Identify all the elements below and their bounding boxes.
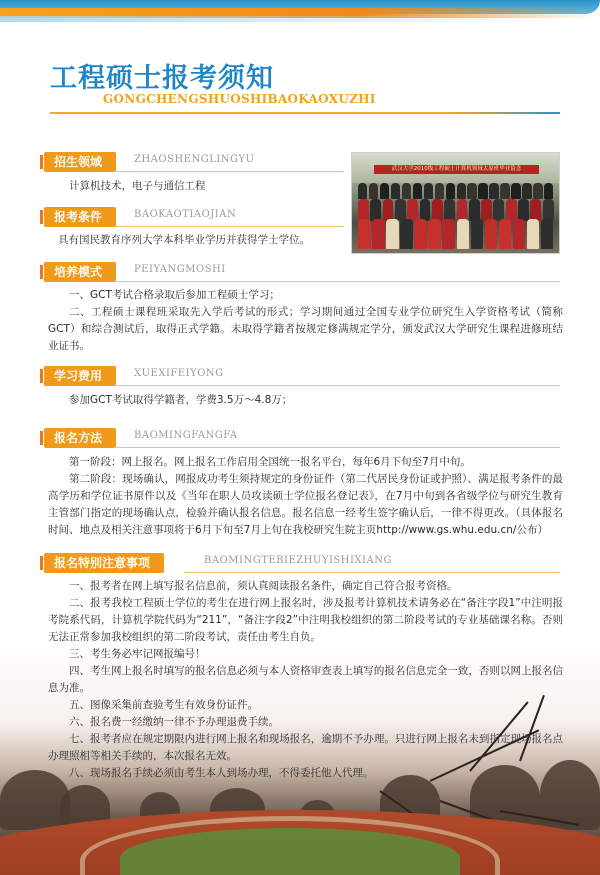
photo-people-front: [358, 219, 555, 249]
top-stripe-light: [0, 16, 560, 22]
photo-people-back: [358, 183, 555, 199]
section-title: 报考条件: [44, 207, 116, 227]
photo-person: [358, 219, 371, 249]
note-item: 三、考生务必牢记网报编号！: [69, 648, 206, 660]
photo-person: [402, 183, 411, 199]
section-body-field: [48, 178, 338, 195]
page-title: 工程硕士报考须知: [50, 63, 274, 94]
photo-person: [424, 183, 433, 199]
section-pinyin: BAOKAOTIAOJIAN: [134, 209, 237, 220]
section-header-fee: [44, 366, 560, 386]
section-header-field: [44, 152, 344, 172]
photo-banner: 武汉大学2010级工程硕士计算机领域太原班毕业留念: [374, 165, 539, 174]
section-rule: [184, 572, 560, 573]
photo-person: [369, 183, 378, 199]
paragraph: 第二阶段：现场确认，网报成功考生须持规定的身份证件（第二代居民身份证或护照）、满足报考条件的最高学历和学位证书原件以及《当年在职人员攻读硕士学位报名登记表》，在7月中旬到各省级学位与研究生教育主管部门指定的现场确认点，检验并确认报名信息。报名信息一经考生签字确认后，一律不得更改。（具体报名时间、地点及相关注意事项将于6月下旬至7月上旬在我校研究生院主页http://www.gs.whu.edu.cn/公布）: [48, 473, 563, 536]
photo-person: [471, 219, 484, 249]
note-item: 五、图像采集前查验考生有效身份证件。: [69, 699, 258, 711]
section-pinyin: PEIYANGMOSHI: [134, 264, 226, 275]
photo-person: [506, 199, 517, 221]
section-pinyin: XUEXIFEIYONG: [134, 368, 224, 379]
photo-person: [467, 183, 476, 199]
photo-person: [522, 183, 531, 199]
photo-person: [485, 219, 498, 249]
photo-person: [478, 183, 487, 199]
section-title: 报名方法: [44, 428, 116, 448]
photo-person: [457, 183, 466, 199]
photo-person: [414, 219, 427, 249]
paragraph: 二、工程硕士课程班采取先入学后考试的形式；学习期间通过全国专业学位研究生入学资格考试（简称GCT）和综合测试后，取得正式学籍。未取得学籍者按规定修满规定学分，颁发武汉大学研究生课程进修班结业证书。: [48, 306, 563, 352]
paragraph: 第一阶段：网上报名。网上报名工作启用全国统一报名平台，每年6月下旬至7月中旬。: [69, 456, 471, 468]
section-body-conditions: [48, 232, 348, 249]
section-header-method: [44, 428, 560, 448]
photo-person: [391, 183, 400, 199]
photo-person: [511, 183, 520, 199]
top-decoration: [0, 0, 600, 40]
photo-person: [380, 183, 389, 199]
section-title: 学习费用: [44, 366, 116, 386]
photo-person: [358, 183, 367, 199]
section-rule: [114, 171, 344, 172]
photo-person: [457, 199, 468, 221]
section-header-notes: [44, 553, 560, 573]
photo-person: [446, 183, 455, 199]
note-item: 七、报考者应在规定期限内进行网上报名和现场报名，逾期不予办理。只进行网上报名未到指定现场报名点办理照相等相关手续的，本次报名无效。: [48, 733, 563, 762]
photo-person: [469, 199, 480, 221]
photo-person: [386, 219, 399, 249]
section-pinyin: BAOMINGTEBIEZHUYISHIXIANG: [204, 555, 392, 566]
photo-person: [513, 219, 526, 249]
note-item: 二、报考我校工程硕士学位的考生在进行网上报名时，涉及报考计算机技术请务必在“备注字段1”中注明报考院系代码，计算机学院代码为“211”，“备注字段2”中注明我校组织的第二阶段考试的专业基础课名称。否则无法正常参加我校组织的第二阶段考试，责任由考生自负。: [48, 597, 563, 643]
photo-person: [395, 199, 406, 221]
photo-person: [541, 219, 554, 249]
note-item: 八、现场报名手续必须由考生本人到场办理，不得委托他人代理。: [69, 767, 374, 779]
section-rule: [114, 447, 560, 448]
section-body-method: [48, 454, 563, 539]
section-header-mode: [44, 262, 560, 282]
section-body-fee: [48, 392, 563, 409]
section-title: 报名特别注意事项: [44, 553, 164, 573]
section-header-conditions: [44, 207, 344, 227]
photo-person: [372, 219, 385, 249]
title-divider-accent: [450, 112, 560, 114]
note-item: 四、考生网上报名时填写的报名信息必须与本人资格审查表上填写的报名信息完全一致，否则以网上报名信息为准。: [48, 665, 563, 694]
photo-person: [481, 199, 492, 221]
paragraph: 参加GCT考试取得学籍者，学费3.5万～4.8万；: [69, 394, 293, 406]
photo-person: [493, 199, 504, 221]
section-pinyin: BAOMINGFANGFA: [134, 430, 238, 441]
section-rule: [114, 226, 344, 227]
photo-person: [527, 219, 540, 249]
photo-person: [518, 199, 529, 221]
photo-person: [444, 199, 455, 221]
section-body-mode: [48, 287, 563, 355]
photo-person: [530, 199, 541, 221]
photo-person: [413, 183, 422, 199]
note-item: 一、报考者在网上填写报名信息前，须认真阅读报名条件，确定自己符合报考资格。: [69, 580, 458, 592]
section-title: 招生领域: [44, 152, 116, 172]
section-pinyin: ZHAOSHENGLINGYU: [134, 154, 255, 165]
page-subtitle: GONGCHENGSHUOSHIBAOKAOXUZHI: [103, 92, 376, 106]
graduation-photo: [351, 152, 560, 254]
photo-person: [533, 183, 542, 199]
section-rule: [114, 385, 560, 386]
photo-person: [435, 183, 444, 199]
photo-person: [544, 183, 553, 199]
photo-person: [383, 199, 394, 221]
section-body-notes: [48, 578, 563, 782]
section-rule: [114, 281, 560, 282]
photo-people-middle: [358, 199, 555, 221]
photo-person: [489, 183, 498, 199]
photo-person: [543, 199, 554, 221]
paragraph: 具有国民教育序列大学本科毕业学历并获得学士学位。: [58, 234, 310, 246]
photo-person: [457, 219, 470, 249]
photo-person: [407, 199, 418, 221]
photo-person: [428, 219, 441, 249]
photo-person: [400, 219, 413, 249]
paragraph: 一、GCT考试合格录取后参加工程硕士学习；: [69, 289, 280, 301]
note-item: 六、报名费一经缴纳一律不予办理退费手续。: [69, 716, 279, 728]
photo-person: [499, 219, 512, 249]
photo-person: [358, 199, 369, 221]
section-title: 培养模式: [44, 262, 116, 282]
photo-person: [500, 183, 509, 199]
photo-person: [432, 199, 443, 221]
photo-person: [370, 199, 381, 221]
photo-person: [442, 219, 455, 249]
paragraph: 计算机技术，电子与通信工程: [69, 180, 206, 192]
photo-person: [420, 199, 431, 221]
